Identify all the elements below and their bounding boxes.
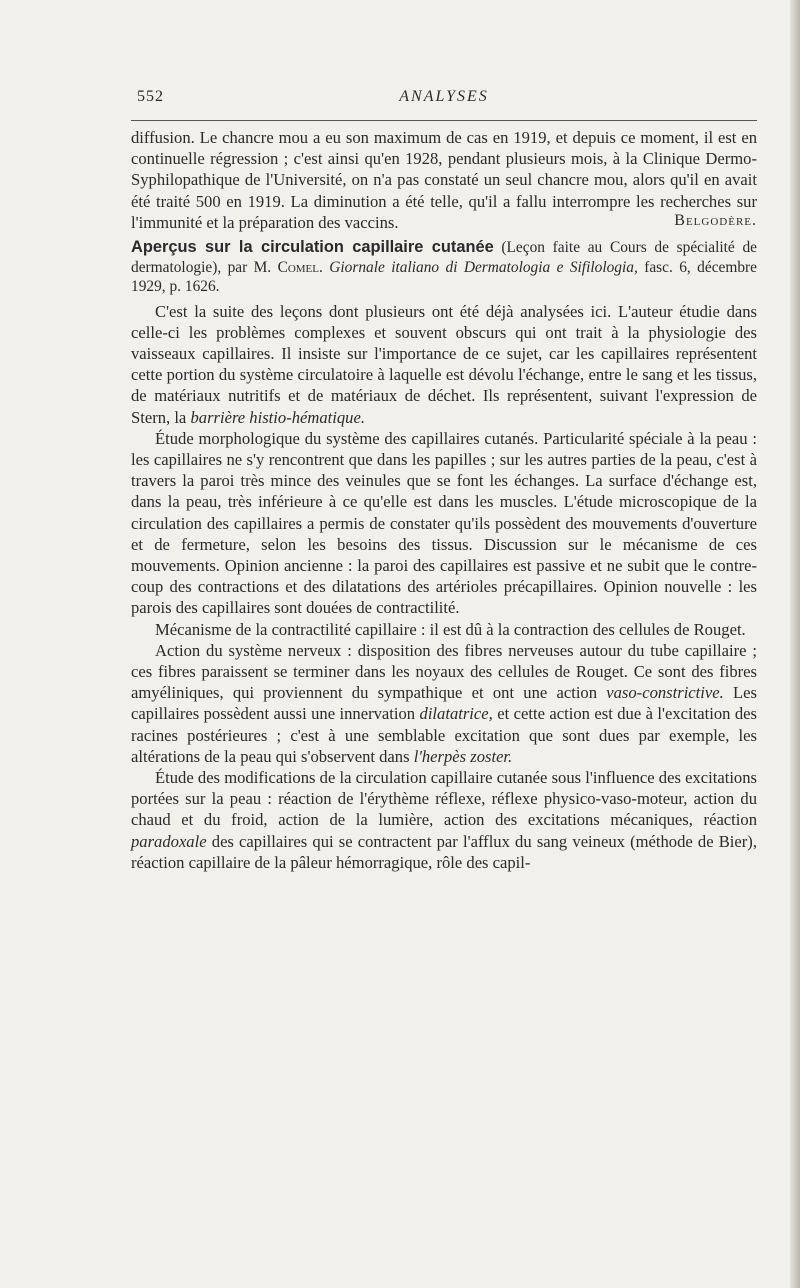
page-number: 552 (137, 88, 164, 105)
paragraph-2 (131, 428, 757, 619)
p4-b: Les capillaires possèdent aussi une innervation (131, 683, 757, 724)
p2-text: Étude morphologique du système des capillaires cutanés. Particularité spéciale à la peau : les capillaires ne s'y rencontrent que dans les papilles ; sur les autres parties de la peau, c'est à travers la paroi très mince des veinules que se font les échanges. La surface d'échange est, dans la peau, très inférieure à ce qu'elle est dans les muscles. L'étude microscopique de la circulation des capillaires a permis de constater qu'ils possèdent des mouvements d'ouverture et de fermeture, selon les besoins des tissus. Discussion sur le mécanisme de ces mouvements. Opinion ancienne : la paroi des capillaires est passive et ne subit que le contre-coup des contractions et des dilatations des artérioles précapillaires. Opinion nouvelle : les parois des capillaires sont douées de contractilité. (131, 428, 757, 618)
header-rule (131, 120, 757, 121)
p5-a: Étude des modifications de la circulation capillaire cutanée sous l'influence des excitations portées sur la peau : réaction de l'érythème réflexe, réflexe physico-vaso-moteur, action du chaud et du froid, action de la lumière, action des excitations mécaniques, réaction (131, 767, 757, 830)
article-title: Aperçus sur la circulation capillaire cutanée (131, 238, 494, 257)
article-reference: fasc. 6, décembre 1929, p. 1626. (131, 258, 757, 296)
p4-a: Action du système nerveux : disposition des fibres nerveuses autour du tube capillaire ; ces fibres paraissent se terminer dans les noyaux des cellules de Rouget. Ce sont des fibres amyéliniques, qui proviennent du sympathique et ont une action (131, 640, 757, 703)
paragraph-4 (131, 640, 757, 767)
article-heading (131, 238, 757, 297)
paragraph-5 (131, 767, 757, 873)
article-author: Comel. (277, 258, 323, 276)
paragraph-1 (131, 301, 757, 428)
article-lead: (Leçon faite au Cours de spécialité de dermatologie), par M. (131, 239, 757, 276)
page (131, 84, 757, 873)
reviewer-signature: Belgodère. (674, 212, 757, 230)
running-header (131, 84, 757, 110)
p3-text: Mécanisme de la contractilité capillaire : il est dû à la contraction des cellules de Rouget. (155, 619, 746, 639)
p4-c: et cette action est due à l'excitation des racines postérieures ; c'est à une semblable excitation que sont dues par exemple, les altérations de la peau qui s'observent dans (131, 704, 757, 766)
running-title: ANALYSES (399, 88, 489, 105)
paragraph-3 (131, 619, 757, 640)
p4-italic-3: l'herpès zoster. (413, 746, 513, 766)
p4-italic-2: dilatatrice, (419, 704, 493, 724)
article-journal: Giornale italiano di Dermatologia e Sifilologia, (329, 258, 638, 276)
p5-italic: paradoxale (131, 831, 207, 851)
p1-text: C'est la suite des leçons dont plusieurs ont été déjà analysées ici. L'auteur étudie dans celle-ci les problèmes complexes et souvent obscurs qui ont trait à la physiologie des vaisseaux capillaires. Il insiste sur l'importance de ce sujet, car les capillaires représentent cette portion du système circulatoire à laquelle est dévolu l'échange, entre le sang et les tissus, de matériaux nutritifs et de matériaux de déchet. Ils représentent, suivant l'expression de Stern, la (131, 301, 757, 427)
p1-italic: barrière histio-hématique. (190, 407, 365, 427)
p5-b: des capillaires qui se contractent par l'afflux du sang veineux (méthode de Bier), réaction capillaire de la pâleur hémorragique, rôle des capil- (131, 831, 757, 872)
p4-italic-1: vaso-constrictive. (606, 683, 724, 703)
scan-edge-shadow (790, 0, 800, 1288)
previous-review-text: diffusion. Le chancre mou a eu son maximum de cas en 1919, et depuis ce moment, il est en continuelle régression ; c'est ainsi qu'en 1928, pendant plusieurs mois, à la Clinique Dermo-Syphilopathique de l'Université, on n'a pas constaté un seul chancre mou, alors qu'il en avait été traité 500 en 1919. La diminution a été telle, qu'il a fallu interrompre les recherches sur l'immunité et la préparation des vaccins. (131, 128, 757, 232)
